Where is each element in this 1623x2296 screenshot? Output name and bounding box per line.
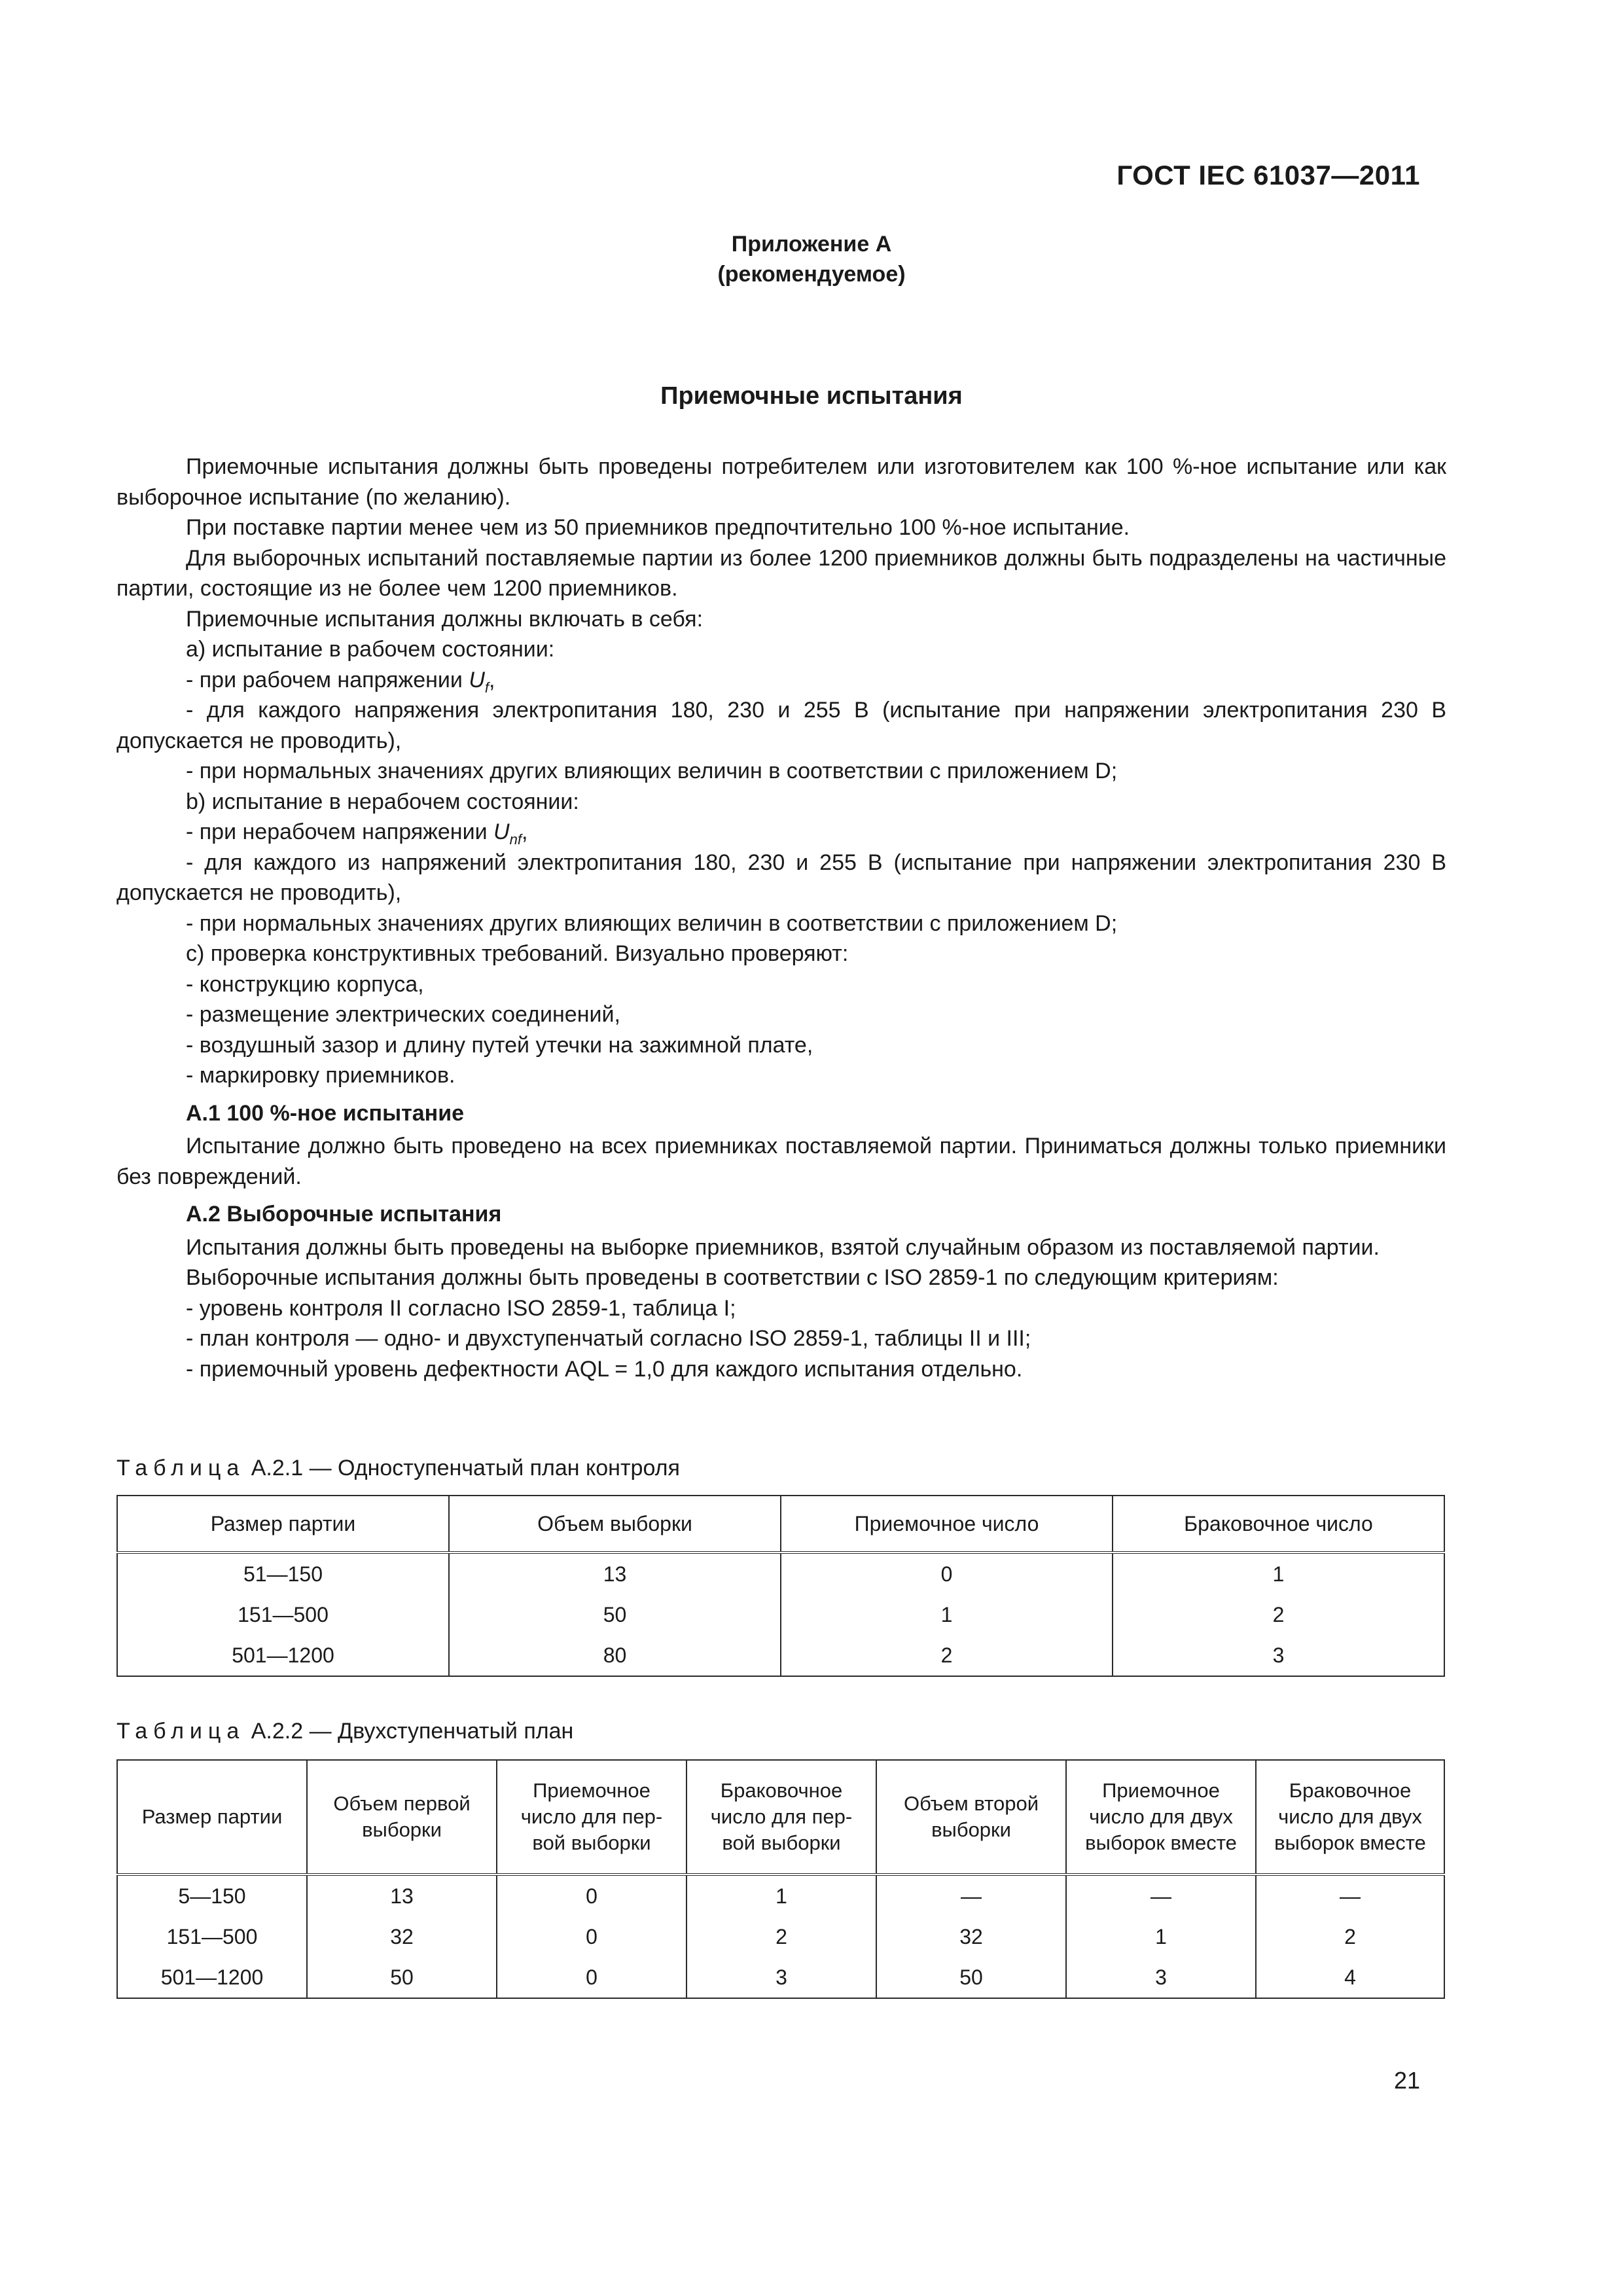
column-header [497,1760,687,1874]
voltage-subscript: nf [509,831,522,848]
table-cell: 32 [876,1916,1066,1957]
table-cell: 1 [781,1594,1113,1635]
table-caption-text: А.2.2 — Двухступенчатый план [245,1719,574,1744]
column-header-line: Размер партии [141,1805,283,1828]
table-cell: 80 [449,1635,781,1676]
table-caption-word: Таблица [116,1719,245,1744]
list-item: - для каждого из напряжений электропитания 180, 230 и 255 В (испытание при напряжении электропитания 230 В допускается не проводить), [116,850,1446,905]
column-header-line: вой выборки [532,1831,651,1854]
table-row [117,1594,1444,1635]
table-cell: 13 [307,1874,497,1916]
column-header [1066,1760,1256,1874]
table-cell: 51—150 [117,1552,449,1594]
list-item: - размещение электрических соединений, [186,1002,620,1027]
list-heading-a: a) испытание в рабочем состоянии: [186,637,555,662]
column-header-line: выборки [362,1818,442,1841]
table-row [117,1874,1444,1916]
table-cell: 50 [876,1957,1066,1998]
list-item: - маркировку приемников. [186,1063,455,1088]
table-cell: 4 [1256,1957,1444,1998]
paragraph: Выборочные испытания должны быть проведены в соответствии с ISO 2859-1 по следующим критериям: [186,1265,1279,1290]
table-cell: 50 [307,1957,497,1998]
table-cell: 50 [449,1594,781,1635]
table-cell: 1 [1066,1916,1256,1957]
column-header: Приемочное число [781,1496,1113,1552]
table-body [117,1552,1444,1676]
table-cell: 0 [781,1552,1113,1594]
voltage-subscript: f [484,679,490,696]
column-header [876,1760,1066,1874]
table-cell: 32 [307,1916,497,1957]
table-header-row [117,1760,1444,1874]
table2-caption [116,1719,573,1744]
table-cell: 0 [497,1957,687,1998]
table-cell: 2 [781,1635,1113,1676]
list-item: - уровень контроля II согласно ISO 2859-1, таблица I; [186,1295,736,1321]
column-header-line: число для двух [1089,1805,1233,1828]
list-item: - при нормальных значениях других влияющих величин в соответствии с приложением D; [186,759,1118,783]
column-header-line: Приемочное [1102,1779,1220,1802]
table-cell: 2 [1256,1916,1444,1957]
table-cell: 2 [1113,1594,1444,1635]
table-cell: 501—1200 [117,1635,449,1676]
table-cell: 5—150 [117,1874,307,1916]
paragraph: Испытания должны быть проведены на выборке приемников, взятой случайным образом из поставляемой партии. [186,1234,1380,1260]
table-header-row [117,1496,1444,1552]
column-header-line: выборки [931,1818,1011,1841]
paragraph: Испытание должно быть проведено на всех приемниках поставляемой партии. Приниматься должны только приемники без повреждений. [116,1134,1446,1189]
table-cell: 151—500 [117,1916,307,1957]
table-row [117,1957,1444,1998]
annex-title: Приложение А [731,232,892,257]
table-body [117,1874,1444,1998]
subsection-title-a2: А.2 Выборочные испытания [186,1202,502,1227]
double-stage-plan-table [116,1759,1445,1999]
column-header-line: число для пер- [520,1805,663,1828]
paragraph: При поставке партии менее чем из 50 приемников предпочтительно 100 %-ное испытание. [186,515,1130,540]
table-cell: 151—500 [117,1594,449,1635]
list-item-text: - при рабочем напряжении [186,667,469,692]
table-cell: 501—1200 [117,1957,307,1998]
column-header: Объем выборки [449,1496,781,1552]
column-header [1256,1760,1444,1874]
list-item: - для каждого напряжения электропитания 180, 230 и 255 В (испытание при напряжении электропитания 230 В допускается не проводить), [116,698,1446,753]
paragraph: Приемочные испытания должны включать в себя: [186,606,704,632]
column-header-line: Браковочное [720,1779,843,1802]
list-item-text: - при нерабочем напряжении [186,819,494,844]
table-row [117,1635,1444,1676]
table-cell: — [1256,1874,1444,1916]
voltage-symbol: U [493,819,510,844]
table-cell: 1 [687,1874,876,1916]
list-heading-c: c) проверка конструктивных требований. Визуально проверяют: [186,941,849,966]
column-header-line: выборок вместе [1085,1831,1237,1854]
page-number: 21 [1393,2067,1420,2094]
annex-status: (рекомендуемое) [717,262,906,287]
list-item [116,665,1446,696]
table-cell: 0 [497,1874,687,1916]
table-cell: 3 [1066,1957,1256,1998]
list-item: - воздушный зазор и длину путей утечки на зажимной плате, [186,1032,813,1058]
column-header-line: число для двух [1278,1805,1422,1828]
table-cell: 3 [687,1957,876,1998]
voltage-symbol: U [469,667,485,692]
column-header-line: Объем первой [333,1792,471,1815]
list-item: - план контроля — одно- и двухступенчатый согласно ISO 2859-1, таблицы II и III; [186,1326,1031,1351]
column-header-line: вой выборки [722,1831,841,1854]
table-caption-word: Таблица [116,1456,245,1480]
column-header-line: Объем второй [903,1792,1039,1815]
list-item-punct: , [521,819,528,844]
document-code: ГОСТ IEC 61037—2011 [1116,160,1420,190]
table-caption-text: А.2.1 — Одноступенчатый план контроля [245,1456,680,1480]
list-heading-b: b) испытание в нерабочем состоянии: [186,789,579,814]
table-cell: — [1066,1874,1256,1916]
column-header [687,1760,876,1874]
column-header-line: Приемочное [533,1779,651,1802]
single-stage-plan-table [116,1495,1445,1677]
column-header-line: число для пер- [710,1805,853,1828]
table1-caption [116,1456,680,1481]
column-header: Браковочное число [1113,1496,1444,1552]
table-cell: 3 [1113,1635,1444,1676]
list-item: - при нормальных значениях других влияющих величин в соответствии с приложением D; [186,910,1118,936]
table-row [117,1552,1444,1594]
section-title: Приемочные испытания [660,382,963,410]
column-header-line: выборок вместе [1274,1831,1426,1854]
table-cell: — [876,1874,1066,1916]
table-cell: 0 [497,1916,687,1957]
list-item: - конструкцию корпуса, [186,971,424,997]
paragraph: Для выборочных испытаний поставляемые партии из более 1200 приемников должны быть подразделены на частичные партии, состоящие из не более чем 1200 приемников. [116,545,1446,601]
body-text [116,452,1446,1384]
table-cell: 1 [1113,1552,1444,1594]
list-item [116,817,1446,848]
column-header [307,1760,497,1874]
table-row [117,1916,1444,1957]
list-item-punct: , [489,667,495,692]
column-header: Размер партии [117,1496,449,1552]
subsection-title-a1: А.1 100 %-ное испытание [186,1100,465,1126]
column-header-line: Браковочное [1289,1779,1412,1802]
paragraph: Приемочные испытания должны быть проведены потребителем или изготовителем как 100 %-ное испытание или как выборочное испытание (по желанию). [116,454,1446,510]
list-item: - приемочный уровень дефектности AQL = 1,0 для каждого испытания отдельно. [186,1356,1023,1382]
column-header [117,1760,307,1874]
table-cell: 2 [687,1916,876,1957]
table-cell: 13 [449,1552,781,1594]
